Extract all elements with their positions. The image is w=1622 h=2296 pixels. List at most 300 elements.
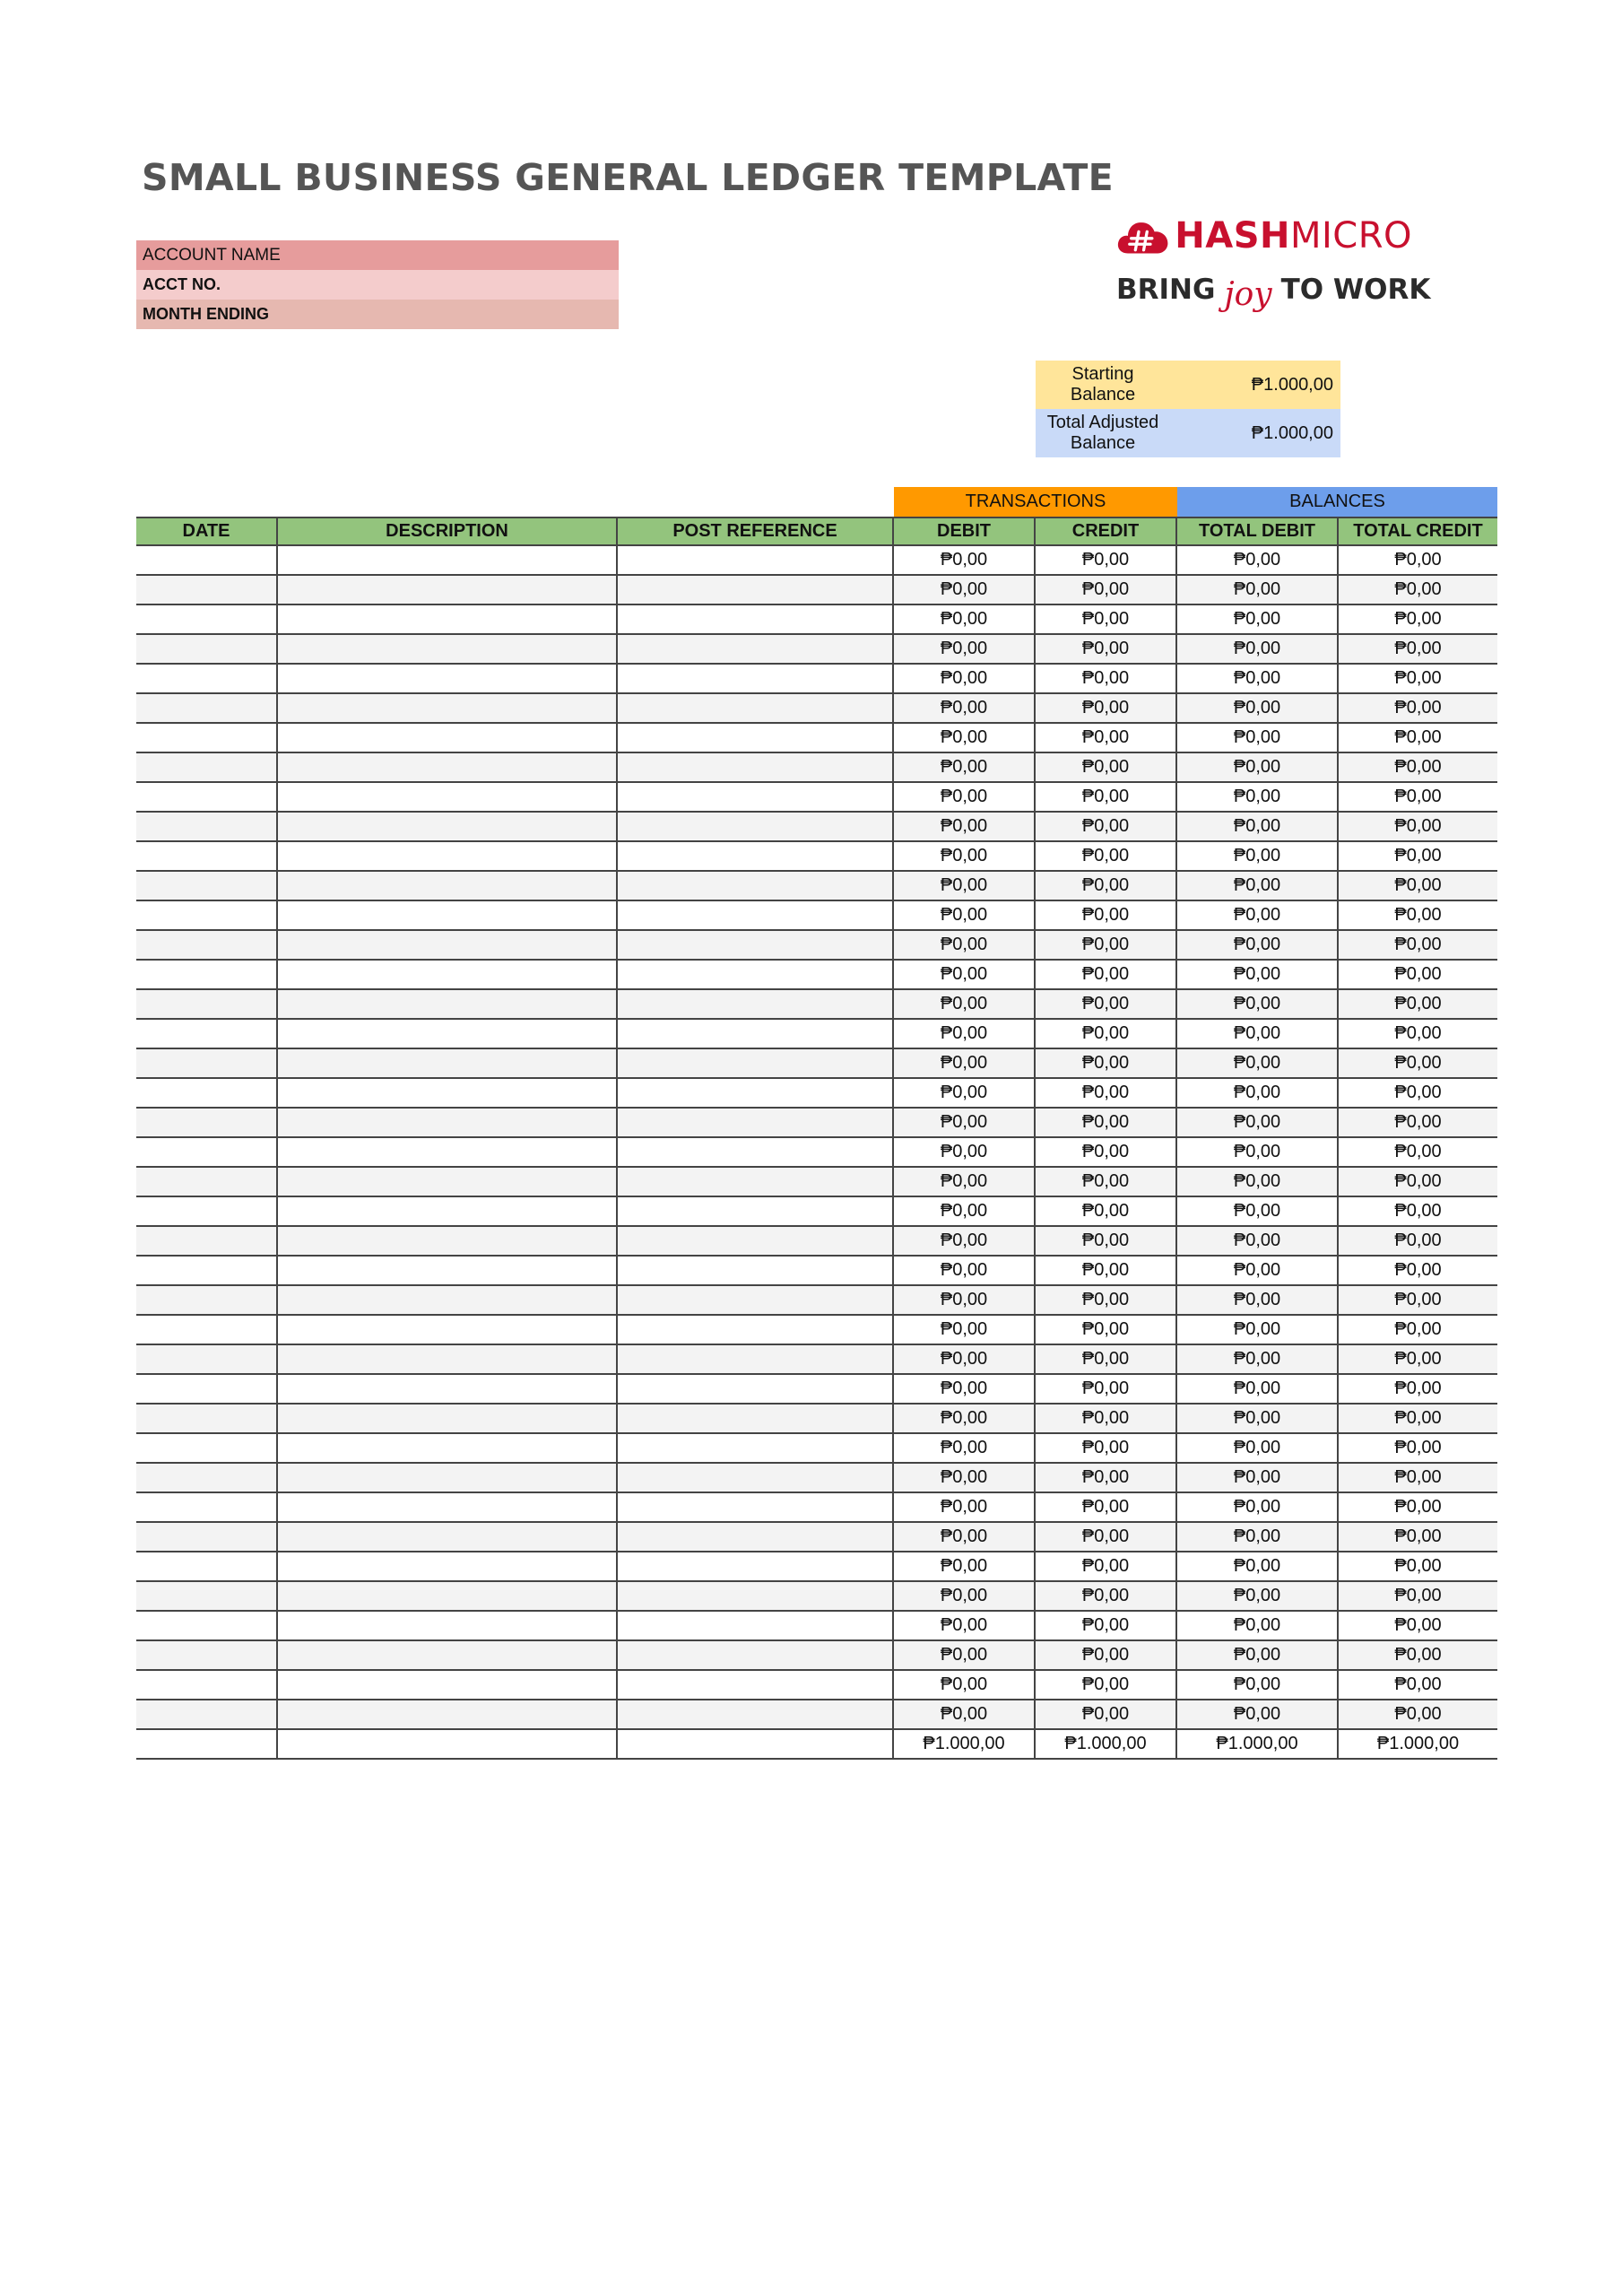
account-info-block — [136, 240, 619, 329]
total-credit-cell[interactable]: ₱0,00 — [1394, 579, 1442, 599]
credit-cell[interactable]: ₱0,00 — [1036, 635, 1177, 663]
date-cell[interactable] — [136, 1227, 278, 1255]
date-cell[interactable] — [136, 1493, 278, 1521]
description-cell[interactable] — [278, 1345, 618, 1373]
debit-cell[interactable]: ₱0,00 — [894, 1168, 1036, 1196]
description-cell[interactable] — [278, 1049, 618, 1077]
description-cell[interactable] — [278, 1671, 618, 1699]
date-cell[interactable] — [136, 1375, 278, 1403]
total-credit-cell[interactable]: ₱0,00 — [1394, 816, 1442, 836]
month-ending-field[interactable]: MONTH ENDING — [136, 300, 619, 329]
total-credit-cell[interactable]: ₱0,00 — [1394, 1349, 1442, 1369]
date-cell[interactable] — [136, 724, 278, 752]
post-reference-cell[interactable] — [618, 1020, 894, 1048]
post-reference-cell[interactable] — [618, 1227, 894, 1255]
date-cell[interactable] — [136, 1700, 278, 1728]
credit-cell[interactable]: ₱0,00 — [1036, 1316, 1177, 1344]
total-debit-cell[interactable]: ₱0,00 — [1177, 1109, 1339, 1136]
date-cell[interactable] — [136, 1671, 278, 1699]
table-row — [136, 1493, 1497, 1523]
description-cell[interactable] — [278, 1168, 618, 1196]
credit-cell[interactable]: ₱0,00 — [1036, 1020, 1177, 1048]
debit-cell[interactable]: ₱0,00 — [894, 1671, 1036, 1699]
description-cell[interactable] — [278, 931, 618, 959]
total-debit-cell[interactable]: ₱0,00 — [1177, 1434, 1339, 1462]
total-debit-cell[interactable]: ₱0,00 — [1177, 1523, 1339, 1551]
credit-cell[interactable]: ₱0,00 — [1036, 1405, 1177, 1432]
debit-cell[interactable]: ₱0,00 — [894, 813, 1036, 840]
credit-cell[interactable]: ₱0,00 — [1036, 1552, 1177, 1580]
post-reference-cell[interactable] — [618, 990, 894, 1018]
credit-cell[interactable]: ₱0,00 — [1036, 1523, 1177, 1551]
date-cell[interactable] — [136, 813, 278, 840]
debit-cell[interactable]: ₱0,00 — [894, 1375, 1036, 1403]
total-credit-cell[interactable]: ₱0,00 — [1394, 964, 1442, 984]
total-credit-cell[interactable]: ₱0,00 — [1394, 1378, 1442, 1398]
post-reference-cell[interactable] — [618, 576, 894, 604]
total-debit-cell[interactable]: ₱0,00 — [1177, 842, 1339, 870]
debit-cell[interactable]: ₱0,00 — [894, 1316, 1036, 1344]
total-credit-cell[interactable]: ₱0,00 — [1394, 1171, 1442, 1191]
credit-cell[interactable]: ₱0,00 — [1036, 1700, 1177, 1728]
post-reference-cell[interactable] — [618, 1286, 894, 1314]
date-cell[interactable] — [136, 1434, 278, 1462]
post-reference-cell[interactable] — [618, 724, 894, 752]
post-reference-cell[interactable] — [618, 1523, 894, 1551]
credit-cell[interactable]: ₱0,00 — [1036, 1375, 1177, 1403]
credit-cell[interactable]: ₱1.000,00 — [1036, 1730, 1177, 1758]
description-cell[interactable] — [278, 1730, 618, 1758]
date-cell[interactable] — [136, 1257, 278, 1284]
credit-cell[interactable]: ₱0,00 — [1036, 1197, 1177, 1225]
description-cell[interactable] — [278, 1700, 618, 1728]
total-debit-cell[interactable]: ₱0,00 — [1177, 1612, 1339, 1639]
description-cell[interactable] — [278, 1257, 618, 1284]
post-reference-cell[interactable] — [618, 694, 894, 722]
date-cell[interactable] — [136, 931, 278, 959]
total-credit-cell[interactable]: ₱0,00 — [1394, 1467, 1442, 1487]
post-reference-cell[interactable] — [618, 1612, 894, 1639]
date-cell[interactable] — [136, 1197, 278, 1225]
date-cell[interactable] — [136, 694, 278, 722]
total-debit-cell[interactable]: ₱0,00 — [1177, 1227, 1339, 1255]
description-cell[interactable] — [278, 1286, 618, 1314]
debit-cell[interactable]: ₱0,00 — [894, 990, 1036, 1018]
description-cell[interactable] — [278, 576, 618, 604]
adjusted-balance-value[interactable]: ₱1.000,00 — [1251, 422, 1333, 443]
total-credit-cell[interactable]: ₱0,00 — [1394, 875, 1442, 895]
post-reference-cell[interactable] — [618, 1671, 894, 1699]
total-debit-cell[interactable]: ₱0,00 — [1177, 1138, 1339, 1166]
credit-cell[interactable]: ₱0,00 — [1036, 1434, 1177, 1462]
debit-cell[interactable]: ₱0,00 — [894, 931, 1036, 959]
debit-cell[interactable]: ₱0,00 — [894, 753, 1036, 781]
total-debit-cell[interactable]: ₱0,00 — [1177, 665, 1339, 692]
debit-cell[interactable]: ₱0,00 — [894, 1227, 1036, 1255]
credit-cell[interactable]: ₱0,00 — [1036, 665, 1177, 692]
table-row — [136, 605, 1497, 635]
date-cell[interactable] — [136, 1286, 278, 1314]
credit-cell[interactable]: ₱0,00 — [1036, 1168, 1177, 1196]
debit-cell[interactable]: ₱0,00 — [894, 1197, 1036, 1225]
credit-cell[interactable]: ₱0,00 — [1036, 901, 1177, 929]
date-cell[interactable] — [136, 990, 278, 1018]
total-credit-cell[interactable]: ₱0,00 — [1394, 1704, 1442, 1724]
description-cell[interactable] — [278, 1375, 618, 1403]
total-debit-cell[interactable]: ₱0,00 — [1177, 1049, 1339, 1077]
total-credit-cell[interactable]: ₱0,00 — [1394, 1201, 1442, 1221]
debit-cell[interactable]: ₱0,00 — [894, 1493, 1036, 1521]
description-cell[interactable] — [278, 1079, 618, 1107]
date-cell[interactable] — [136, 1168, 278, 1196]
date-cell[interactable] — [136, 872, 278, 900]
credit-cell[interactable]: ₱0,00 — [1036, 1286, 1177, 1314]
starting-balance-value[interactable]: ₱1.000,00 — [1251, 374, 1333, 395]
total-credit-cell[interactable]: ₱1.000,00 — [1376, 1734, 1460, 1753]
debit-cell[interactable]: ₱0,00 — [894, 1434, 1036, 1462]
description-cell[interactable] — [278, 1612, 618, 1639]
total-credit-cell[interactable]: ₱0,00 — [1394, 727, 1442, 747]
account-name-field[interactable]: ACCOUNT NAME — [136, 240, 619, 270]
date-cell[interactable] — [136, 1049, 278, 1077]
credit-cell[interactable]: ₱0,00 — [1036, 783, 1177, 811]
total-debit-cell[interactable]: ₱0,00 — [1177, 605, 1339, 633]
description-cell[interactable] — [278, 1641, 618, 1669]
total-debit-cell[interactable]: ₱0,00 — [1177, 1197, 1339, 1225]
post-reference-cell[interactable] — [618, 842, 894, 870]
date-cell[interactable] — [136, 901, 278, 929]
description-cell[interactable] — [278, 961, 618, 988]
total-credit-cell[interactable]: ₱0,00 — [1394, 1438, 1442, 1457]
description-cell[interactable] — [278, 1197, 618, 1225]
total-credit-cell[interactable]: ₱0,00 — [1394, 905, 1442, 925]
credit-cell[interactable]: ₱0,00 — [1036, 931, 1177, 959]
total-credit-cell[interactable]: ₱0,00 — [1394, 1260, 1442, 1280]
total-credit-cell[interactable]: ₱0,00 — [1394, 994, 1442, 1013]
total-debit-cell[interactable]: ₱0,00 — [1177, 990, 1339, 1018]
total-credit-cell[interactable]: ₱0,00 — [1394, 757, 1442, 777]
credit-cell[interactable]: ₱0,00 — [1036, 753, 1177, 781]
post-reference-cell[interactable] — [618, 961, 894, 988]
table-row — [136, 1168, 1497, 1197]
total-debit-cell[interactable]: ₱0,00 — [1177, 753, 1339, 781]
total-debit-cell[interactable]: ₱0,00 — [1177, 1405, 1339, 1432]
debit-cell[interactable]: ₱0,00 — [894, 1552, 1036, 1580]
debit-cell[interactable]: ₱1.000,00 — [894, 1730, 1036, 1758]
debit-cell[interactable]: ₱0,00 — [894, 783, 1036, 811]
total-debit-cell[interactable]: ₱0,00 — [1177, 1552, 1339, 1580]
credit-cell[interactable]: ₱0,00 — [1036, 1464, 1177, 1492]
date-cell[interactable] — [136, 753, 278, 781]
date-cell[interactable] — [136, 546, 278, 574]
date-cell[interactable] — [136, 1582, 278, 1610]
total-debit-cell[interactable]: ₱0,00 — [1177, 724, 1339, 752]
post-reference-cell[interactable] — [618, 931, 894, 959]
total-debit-cell[interactable]: ₱0,00 — [1177, 576, 1339, 604]
debit-cell[interactable]: ₱0,00 — [894, 1109, 1036, 1136]
column-header-description: DESCRIPTION — [278, 518, 618, 544]
description-cell[interactable] — [278, 1020, 618, 1048]
credit-cell[interactable]: ₱0,00 — [1036, 1345, 1177, 1373]
debit-cell[interactable]: ₱0,00 — [894, 724, 1036, 752]
description-cell[interactable] — [278, 635, 618, 663]
post-reference-cell[interactable] — [618, 665, 894, 692]
date-cell[interactable] — [136, 1316, 278, 1344]
description-cell[interactable] — [278, 1316, 618, 1344]
debit-cell[interactable]: ₱0,00 — [894, 901, 1036, 929]
debit-cell[interactable]: ₱0,00 — [894, 1079, 1036, 1107]
credit-cell[interactable]: ₱0,00 — [1036, 1612, 1177, 1639]
total-debit-cell[interactable]: ₱0,00 — [1177, 1316, 1339, 1344]
description-cell[interactable] — [278, 1552, 618, 1580]
description-cell[interactable] — [278, 1405, 618, 1432]
total-debit-cell[interactable]: ₱0,00 — [1177, 1700, 1339, 1728]
description-cell[interactable] — [278, 1582, 618, 1610]
credit-cell[interactable]: ₱0,00 — [1036, 1049, 1177, 1077]
total-credit-cell[interactable]: ₱0,00 — [1394, 1615, 1442, 1635]
post-reference-cell[interactable] — [618, 783, 894, 811]
total-debit-cell[interactable]: ₱0,00 — [1177, 694, 1339, 722]
debit-cell[interactable]: ₱0,00 — [894, 665, 1036, 692]
total-credit-cell[interactable]: ₱0,00 — [1394, 1586, 1442, 1605]
date-cell[interactable] — [136, 1020, 278, 1048]
description-cell[interactable] — [278, 665, 618, 692]
post-reference-cell[interactable] — [618, 1109, 894, 1136]
credit-cell[interactable]: ₱0,00 — [1036, 813, 1177, 840]
total-debit-cell[interactable]: ₱1.000,00 — [1177, 1730, 1339, 1758]
credit-cell[interactable]: ₱0,00 — [1036, 961, 1177, 988]
date-cell[interactable] — [136, 1730, 278, 1758]
debit-cell[interactable]: ₱0,00 — [894, 1641, 1036, 1669]
total-credit-cell[interactable]: ₱0,00 — [1394, 609, 1442, 629]
date-cell[interactable] — [136, 1079, 278, 1107]
description-cell[interactable] — [278, 990, 618, 1018]
debit-cell[interactable]: ₱0,00 — [894, 961, 1036, 988]
date-cell[interactable] — [136, 1612, 278, 1639]
date-cell[interactable] — [136, 635, 278, 663]
credit-cell[interactable]: ₱0,00 — [1036, 990, 1177, 1018]
description-cell[interactable] — [278, 1138, 618, 1166]
total-debit-cell[interactable]: ₱0,00 — [1177, 1641, 1339, 1669]
post-reference-cell[interactable] — [618, 1493, 894, 1521]
total-debit-cell[interactable]: ₱0,00 — [1177, 872, 1339, 900]
date-cell[interactable] — [136, 1641, 278, 1669]
debit-cell[interactable]: ₱0,00 — [894, 1138, 1036, 1166]
post-reference-cell[interactable] — [618, 1079, 894, 1107]
total-credit-cell[interactable]: ₱0,00 — [1394, 787, 1442, 806]
credit-cell[interactable]: ₱0,00 — [1036, 1138, 1177, 1166]
total-credit-cell[interactable]: ₱0,00 — [1394, 668, 1442, 688]
debit-cell[interactable]: ₱0,00 — [894, 1257, 1036, 1284]
date-cell[interactable] — [136, 1109, 278, 1136]
adjusted-balance-label-line2: Balance — [1070, 433, 1136, 453]
total-debit-cell[interactable]: ₱0,00 — [1177, 1257, 1339, 1284]
post-reference-cell[interactable] — [618, 635, 894, 663]
description-cell[interactable] — [278, 813, 618, 840]
post-reference-cell[interactable] — [618, 1405, 894, 1432]
post-reference-cell[interactable] — [618, 1375, 894, 1403]
total-debit-cell[interactable]: ₱0,00 — [1177, 1493, 1339, 1521]
credit-cell[interactable]: ₱0,00 — [1036, 1227, 1177, 1255]
post-reference-cell[interactable] — [618, 753, 894, 781]
date-cell[interactable] — [136, 665, 278, 692]
total-credit-cell[interactable]: ₱0,00 — [1394, 1290, 1442, 1309]
date-cell[interactable] — [136, 605, 278, 633]
total-credit-cell[interactable]: ₱0,00 — [1394, 1408, 1442, 1428]
post-reference-cell[interactable] — [618, 1316, 894, 1344]
total-debit-cell[interactable]: ₱0,00 — [1177, 783, 1339, 811]
credit-cell[interactable]: ₱0,00 — [1036, 1109, 1177, 1136]
post-reference-cell[interactable] — [618, 1257, 894, 1284]
total-credit-cell[interactable]: ₱0,00 — [1394, 1112, 1442, 1132]
debit-cell[interactable]: ₱0,00 — [894, 842, 1036, 870]
description-cell[interactable] — [278, 1109, 618, 1136]
credit-cell[interactable]: ₱0,00 — [1036, 872, 1177, 900]
debit-cell[interactable]: ₱0,00 — [894, 872, 1036, 900]
post-reference-cell[interactable] — [618, 813, 894, 840]
total-debit-cell[interactable]: ₱0,00 — [1177, 1582, 1339, 1610]
total-credit-cell[interactable]: ₱0,00 — [1394, 1497, 1442, 1517]
debit-cell[interactable]: ₱0,00 — [894, 694, 1036, 722]
post-reference-cell[interactable] — [618, 1168, 894, 1196]
post-reference-cell[interactable] — [618, 1700, 894, 1728]
post-reference-cell[interactable] — [618, 605, 894, 633]
total-credit-cell[interactable]: ₱0,00 — [1394, 1142, 1442, 1161]
date-cell[interactable] — [136, 1138, 278, 1166]
total-debit-cell[interactable]: ₱0,00 — [1177, 1345, 1339, 1373]
total-credit-cell[interactable]: ₱0,00 — [1394, 698, 1442, 718]
debit-cell[interactable]: ₱0,00 — [894, 1345, 1036, 1373]
post-reference-cell[interactable] — [618, 1434, 894, 1462]
description-cell[interactable] — [278, 753, 618, 781]
post-reference-cell[interactable] — [618, 1464, 894, 1492]
total-credit-cell[interactable]: ₱0,00 — [1394, 1556, 1442, 1576]
post-reference-cell[interactable] — [618, 1197, 894, 1225]
credit-cell[interactable]: ₱0,00 — [1036, 1641, 1177, 1669]
debit-cell[interactable]: ₱0,00 — [894, 605, 1036, 633]
date-cell[interactable] — [136, 842, 278, 870]
post-reference-cell[interactable] — [618, 1552, 894, 1580]
post-reference-cell[interactable] — [618, 546, 894, 574]
total-debit-cell[interactable]: ₱0,00 — [1177, 1079, 1339, 1107]
description-cell[interactable] — [278, 1227, 618, 1255]
debit-cell[interactable]: ₱0,00 — [894, 1020, 1036, 1048]
post-reference-cell[interactable] — [618, 1641, 894, 1669]
credit-cell[interactable]: ₱0,00 — [1036, 546, 1177, 574]
description-cell[interactable] — [278, 1523, 618, 1551]
total-debit-cell[interactable]: ₱0,00 — [1177, 1286, 1339, 1314]
credit-cell[interactable]: ₱0,00 — [1036, 1671, 1177, 1699]
description-cell[interactable] — [278, 783, 618, 811]
total-credit-cell[interactable]: ₱0,00 — [1394, 1053, 1442, 1073]
credit-cell[interactable]: ₱0,00 — [1036, 1493, 1177, 1521]
total-debit-cell[interactable]: ₱0,00 — [1177, 931, 1339, 959]
debit-cell[interactable]: ₱0,00 — [894, 635, 1036, 663]
date-cell[interactable] — [136, 1405, 278, 1432]
date-cell[interactable] — [136, 1345, 278, 1373]
debit-cell[interactable]: ₱0,00 — [894, 1464, 1036, 1492]
credit-cell[interactable]: ₱0,00 — [1036, 1257, 1177, 1284]
description-cell[interactable] — [278, 901, 618, 929]
total-credit-cell[interactable]: ₱0,00 — [1394, 1319, 1442, 1339]
total-debit-cell[interactable]: ₱0,00 — [1177, 1671, 1339, 1699]
post-reference-cell[interactable] — [618, 901, 894, 929]
total-debit-cell[interactable]: ₱0,00 — [1177, 1020, 1339, 1048]
total-credit-cell[interactable]: ₱0,00 — [1394, 1083, 1442, 1102]
credit-cell[interactable]: ₱0,00 — [1036, 605, 1177, 633]
description-cell[interactable] — [278, 546, 618, 574]
debit-cell[interactable]: ₱0,00 — [894, 1286, 1036, 1314]
total-credit-cell[interactable]: ₱0,00 — [1394, 639, 1442, 658]
description-cell[interactable] — [278, 605, 618, 633]
date-cell[interactable] — [136, 961, 278, 988]
total-credit-cell[interactable]: ₱0,00 — [1394, 1023, 1442, 1043]
total-debit-cell[interactable]: ₱0,00 — [1177, 635, 1339, 663]
debit-cell[interactable]: ₱0,00 — [894, 1700, 1036, 1728]
post-reference-cell[interactable] — [618, 1582, 894, 1610]
credit-cell[interactable]: ₱0,00 — [1036, 694, 1177, 722]
post-reference-cell[interactable] — [618, 1049, 894, 1077]
table-row — [136, 813, 1497, 842]
debit-cell[interactable]: ₱0,00 — [894, 1049, 1036, 1077]
credit-cell[interactable]: ₱0,00 — [1036, 724, 1177, 752]
post-reference-cell[interactable] — [618, 1730, 894, 1758]
post-reference-cell[interactable] — [618, 1345, 894, 1373]
description-cell[interactable] — [278, 842, 618, 870]
date-cell[interactable] — [136, 1523, 278, 1551]
debit-cell[interactable]: ₱0,00 — [894, 1582, 1036, 1610]
description-cell[interactable] — [278, 1434, 618, 1462]
debit-cell[interactable]: ₱0,00 — [894, 546, 1036, 574]
total-credit-cell[interactable]: ₱0,00 — [1394, 1526, 1442, 1546]
total-debit-cell[interactable]: ₱0,00 — [1177, 546, 1339, 574]
debit-cell[interactable]: ₱0,00 — [894, 1523, 1036, 1551]
credit-cell[interactable]: ₱0,00 — [1036, 1582, 1177, 1610]
total-credit-cell[interactable]: ₱0,00 — [1394, 550, 1442, 570]
post-reference-cell[interactable] — [618, 872, 894, 900]
credit-cell[interactable]: ₱0,00 — [1036, 842, 1177, 870]
acct-no-field[interactable]: ACCT NO. — [136, 270, 619, 300]
credit-cell[interactable]: ₱0,00 — [1036, 1079, 1177, 1107]
debit-cell[interactable]: ₱0,00 — [894, 576, 1036, 604]
debit-cell[interactable]: ₱0,00 — [894, 1612, 1036, 1639]
total-credit-cell[interactable]: ₱0,00 — [1394, 935, 1442, 954]
total-debit-cell[interactable]: ₱0,00 — [1177, 1375, 1339, 1403]
description-cell[interactable] — [278, 872, 618, 900]
total-credit-cell[interactable]: ₱0,00 — [1394, 1231, 1442, 1250]
description-cell[interactable] — [278, 1464, 618, 1492]
total-credit-cell[interactable]: ₱0,00 — [1394, 1674, 1442, 1694]
date-cell[interactable] — [136, 576, 278, 604]
total-credit-cell[interactable]: ₱0,00 — [1394, 846, 1442, 865]
date-cell[interactable] — [136, 783, 278, 811]
total-debit-cell[interactable]: ₱0,00 — [1177, 1464, 1339, 1492]
description-cell[interactable] — [278, 724, 618, 752]
total-debit-cell[interactable]: ₱0,00 — [1177, 961, 1339, 988]
post-reference-cell[interactable] — [618, 1138, 894, 1166]
total-debit-cell[interactable]: ₱0,00 — [1177, 813, 1339, 840]
debit-cell[interactable]: ₱0,00 — [894, 1405, 1036, 1432]
total-credit-cell[interactable]: ₱0,00 — [1394, 1645, 1442, 1665]
logo-tagline — [1116, 271, 1431, 313]
credit-cell[interactable]: ₱0,00 — [1036, 576, 1177, 604]
total-debit-cell[interactable]: ₱0,00 — [1177, 901, 1339, 929]
total-debit-cell[interactable]: ₱0,00 — [1177, 1168, 1339, 1196]
date-cell[interactable] — [136, 1464, 278, 1492]
description-cell[interactable] — [278, 1493, 618, 1521]
description-cell[interactable] — [278, 694, 618, 722]
date-cell[interactable] — [136, 1552, 278, 1580]
